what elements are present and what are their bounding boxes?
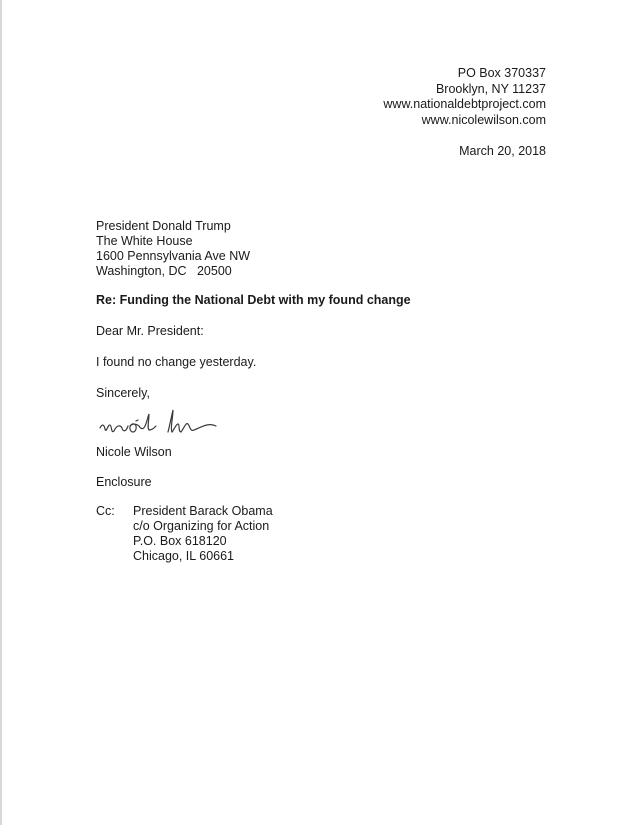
cc-block: [96, 504, 273, 564]
closing: Sincerely,: [96, 386, 150, 400]
recipient-street: 1600 Pennsylvania Ave NW: [96, 249, 251, 263]
cc-line-org: c/o Organizing for Action: [133, 519, 270, 533]
recipient-block: [96, 219, 250, 279]
recipient-org: The White House: [96, 234, 193, 248]
recipient-name: President Donald Trump: [96, 219, 231, 233]
sender-website-personal[interactable]: www.nicolewilson.com: [421, 112, 546, 127]
sender-block: [383, 66, 546, 128]
sender-city: Brooklyn, NY 11237: [435, 81, 546, 96]
salutation: Dear Mr. President:: [96, 324, 204, 338]
cc-label: Cc:: [96, 504, 115, 518]
sender-po-box: PO Box 370337: [457, 66, 546, 80]
enclosure-note: Enclosure: [96, 475, 152, 489]
recipient-city: Washington, DC 20500: [96, 264, 232, 278]
cc-line-box: P.O. Box 618120: [133, 534, 227, 548]
subject-line: Re: Funding the National Debt with my found change: [96, 293, 411, 307]
sender-website-debt[interactable]: www.nationaldebtproject.com: [383, 97, 546, 111]
letter-body: I found no change yesterday.: [96, 355, 257, 369]
letter-date: March 20, 2018: [459, 144, 546, 158]
cc-line-city: Chicago, IL 60661: [133, 549, 235, 563]
signer-name: Nicole Wilson: [96, 445, 172, 459]
cc-line-name: President Barack Obama: [133, 504, 273, 518]
scan-edge: [0, 0, 2, 825]
cc-recipient: [133, 504, 273, 564]
handwritten-signature: [96, 404, 256, 444]
